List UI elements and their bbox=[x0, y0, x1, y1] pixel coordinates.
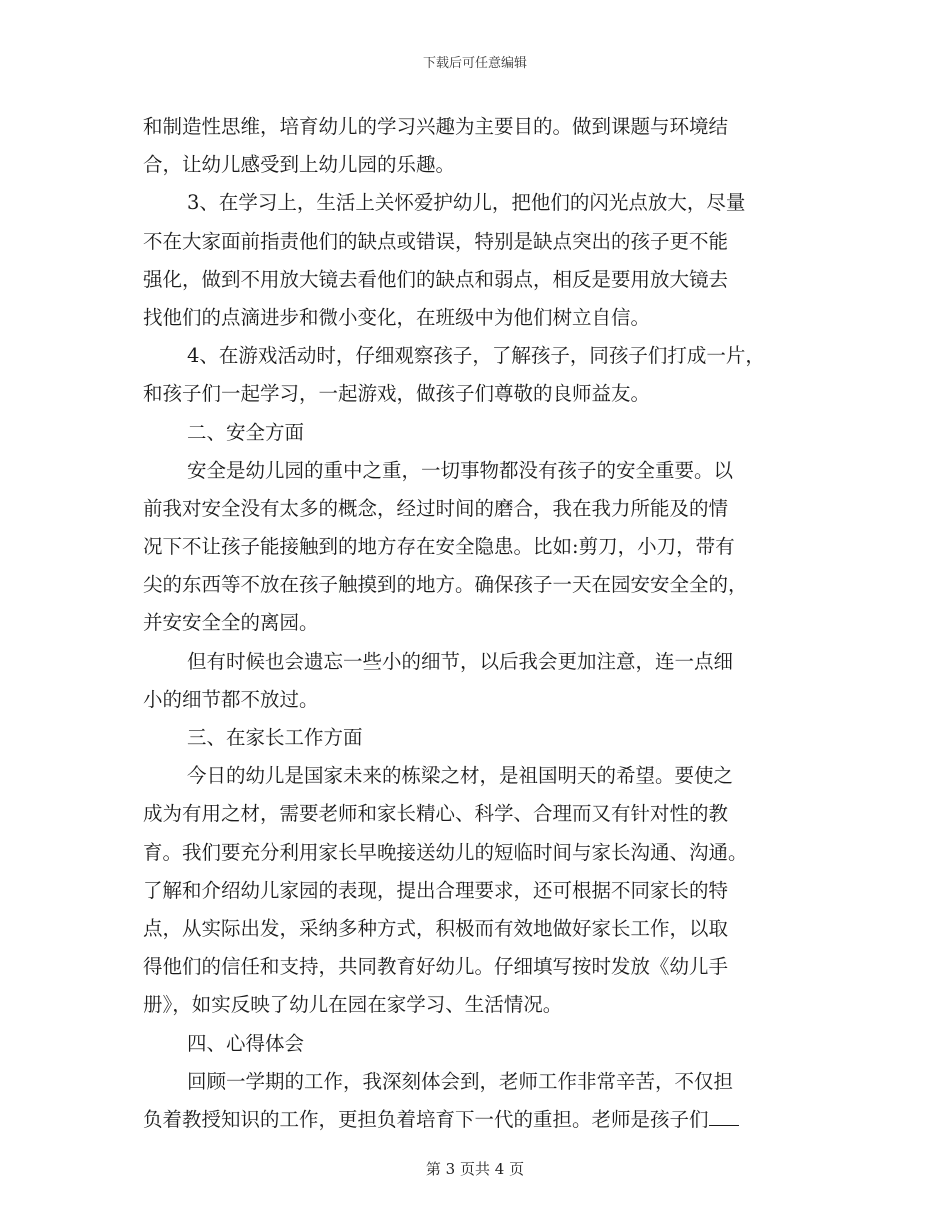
text-line: 册》，如实反映了幼儿在园在家学习、生活情况。 bbox=[143, 993, 563, 1017]
section-heading: 二、安全方面 bbox=[187, 420, 305, 444]
page-footer: 第 3 页共 4 页 bbox=[425, 1160, 525, 1178]
text-line: 前我对安全没有太多的概念，经过时间的磨合，我在我力所能及的情 bbox=[143, 496, 729, 520]
text-line: 找他们的点滴进步和微小变化，在班级中为他们树立自信。 bbox=[143, 305, 651, 329]
text-line: 强化，做到不用放大镜去看他们的缺点和弱点，相反是要用放大镜去 bbox=[143, 267, 729, 291]
text-line: 尖的东西等不放在孩子触摸到的地方。确保孩子一天在园安安全全的， bbox=[143, 573, 748, 597]
text-line-content: 负着教授知识的工作，更担负着培育下一代的重担。老师是孩子们 bbox=[143, 1107, 709, 1131]
text-line: 安全是幼儿园的重中之重，一切事物都没有孩子的安全重要。以 bbox=[187, 458, 734, 482]
text-line: 和制造性思维，培育幼儿的学习兴趣为主要目的。做到课题与环境结 bbox=[143, 115, 729, 138]
page-header: 下载后可任意编辑 bbox=[422, 56, 527, 71]
text-line: 况下不让孩子能接触到的地方存在安全隐患。比如:剪刀，小刀，带有 bbox=[143, 535, 735, 559]
text-line: 今日的幼儿是国家未来的栋梁之材，是祖国明天的希望。要使之 bbox=[187, 764, 734, 788]
text-line: 并安安全全的离园。 bbox=[143, 611, 319, 635]
text-line: 成为有用之材，需要老师和家长精心、科学、合理而又有针对性的教 bbox=[143, 802, 729, 826]
text-line: 和孩子们一起学习，一起游戏，做孩子们尊敬的良师益友。 bbox=[143, 382, 651, 406]
section-heading: 四、心得体会 bbox=[187, 1031, 305, 1055]
text-line: 3、在学习上，生活上关怀爱护幼儿，把他们的闪光点放大，尽量 bbox=[187, 191, 746, 215]
text-line: 了解和介绍幼儿家园的表现，提出合理要求，还可根据不同家长的特 bbox=[143, 878, 729, 902]
text-line: 点，从实际出发，采纳多种方式，积极而有效地做好家长工作，以取 bbox=[143, 916, 729, 940]
text-line: 回顾一学期的工作，我深刻体会到，老师工作非常辛苦，不仅担 bbox=[187, 1069, 734, 1093]
text-line-last bbox=[143, 1101, 808, 1139]
fill-in-blank bbox=[709, 1103, 739, 1126]
text-line: 育。我们要充分利用家长早晚接送幼儿的短临时间与家长沟通、沟通。 bbox=[143, 840, 748, 864]
document-body bbox=[143, 108, 808, 1139]
text-line: 得他们的信任和支持，共同教育好幼儿。仔细填写按时发放《幼儿手 bbox=[143, 955, 729, 979]
text-line: 合，让幼儿感受到上幼儿园的乐趣。 bbox=[143, 153, 456, 177]
text-line: 4、在游戏活动时，仔细观察孩子，了解孩子，同孩子们打成一片， bbox=[187, 344, 765, 368]
text-line: 小的细节都不放过。 bbox=[143, 687, 319, 711]
text-line: 但有时候也会遗忘一些小的细节，以后我会更加注意，连一点细 bbox=[187, 649, 734, 673]
text-line: 不在大家面前指责他们的缺点或错误，特别是缺点突出的孩子更不能 bbox=[143, 229, 729, 253]
section-heading: 三、在家长工作方面 bbox=[187, 726, 363, 749]
